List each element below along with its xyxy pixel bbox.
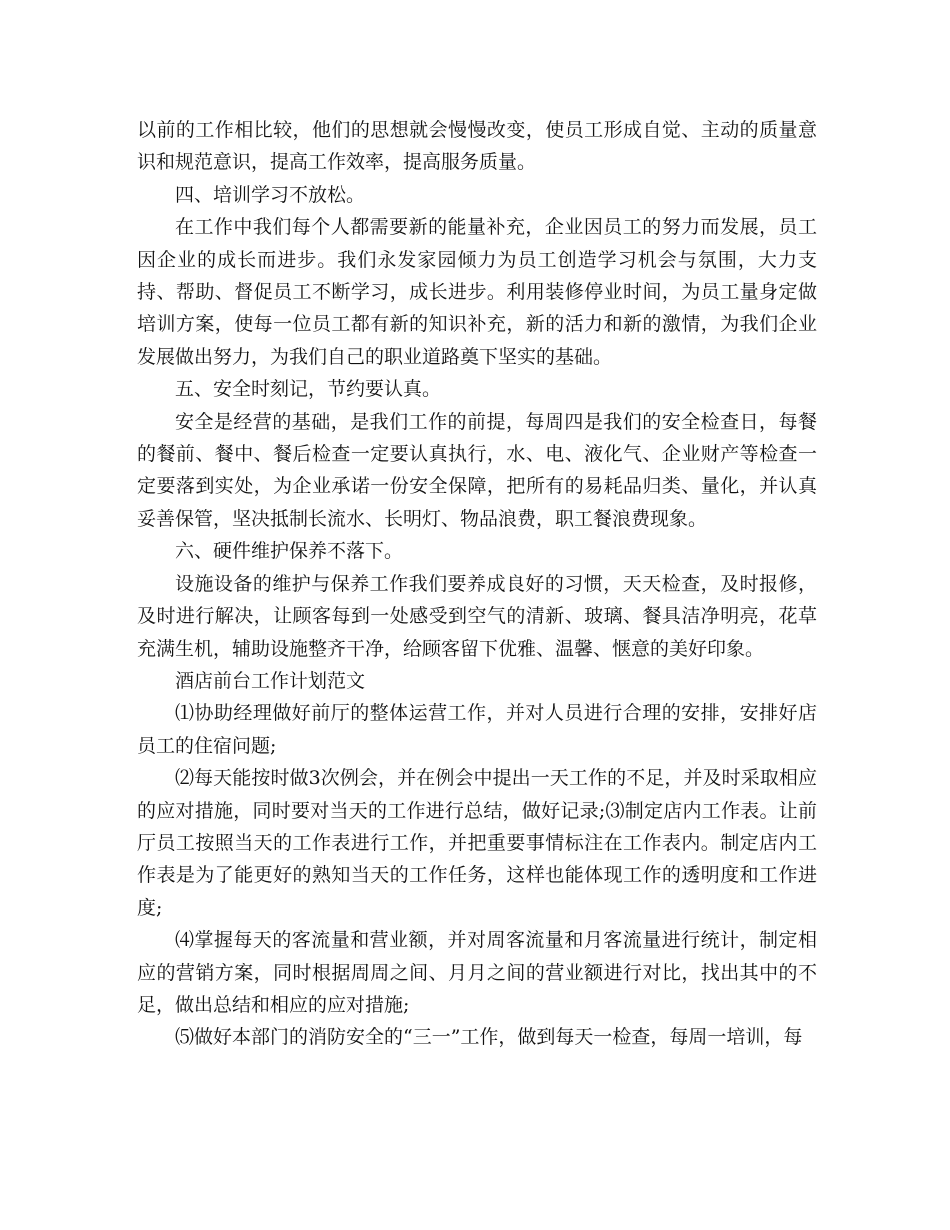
paragraph-continuation: 以前的工作相比较，他们的思想就会慢慢改变，使员工形成自觉、主动的质量意识和规范意识，提高工作效率，提高服务质量。 — [137, 119, 817, 174]
paragraph-maintenance: 设施设备的维护与保养工作我们要养成良好的习惯，天天检查，及时报修，及时进行解决，让顾客每到一处感受到空气的清新、玻璃、餐具洁净明亮，花草充满生机，辅助设施整齐干净，给顾客留下优雅、温馨、惬意的美好印象。 — [137, 572, 817, 660]
paragraph-training: 在工作中我们每个人都需要新的能量补充，企业因员工的努力而发展，员工因企业的成长而进步。我们永发家园倾力为员工创造学习机会与氛围，大力支持、帮助、督促员工不断学习，成长进步。利用装修停业时间，为员工量身定做培训方案，使每一位员工都有新的知识补充，新的活力和新的激情，为我们企业发展做出努力，为我们自己的职业道路奠下坚实的基础。 — [137, 216, 817, 368]
list-item-2-3: ⑵每天能按时做3次例会，并在例会中提出一天工作的不足，并及时采取相应的应对措施，同时要对当天的工作进行总结，做好记录;⑶制定店内工作表。让前厅员工按照当天的工作表进行工作，并把重要事情标注在工作表内。制定店内工作表是为了能更好的熟知当天的工作任务，这样也能体现工作的透明度和工作进度; — [137, 767, 817, 919]
section-heading-training: 四、培训学习不放松。 — [175, 183, 366, 206]
section-heading-safety: 五、安全时刻记，节约要认真。 — [175, 378, 442, 401]
section-title-front-desk-plan: 酒店前台工作计划范文 — [175, 669, 366, 692]
list-item-4: ⑷掌握每天的客流量和营业额，并对周客流量和月客流量进行统计，制定相应的营销方案，同时根据周周之间、月月之间的营业额进行对比，找出其中的不足，做出总结和相应的应对措施; — [137, 929, 817, 1016]
list-item-1: ⑴协助经理做好前厅的整体运营工作，并对人员进行合理的安排，安排好店员工的住宿问题; — [137, 702, 817, 757]
section-heading-maintenance: 六、硬件维护保养不落下。 — [175, 540, 404, 563]
document-body — [137, 114, 817, 1054]
paragraph-safety: 安全是经营的基础，是我们工作的前提，每周四是我们的安全检查日，每餐的餐前、餐中、餐后检查一定要认真执行，水、电、液化气、企业财产等检查一定要落到实处，为企业承诺一份安全保障，把所有的易耗品归类、量化，并认真妥善保管，坚决抵制长流水、长明灯、物品浪费，职工餐浪费现象。 — [137, 410, 817, 530]
list-item-5: ⑸做好本部门的消防安全的“三一”工作，做到每天一检查，每周一培训，每 — [175, 1026, 803, 1049]
